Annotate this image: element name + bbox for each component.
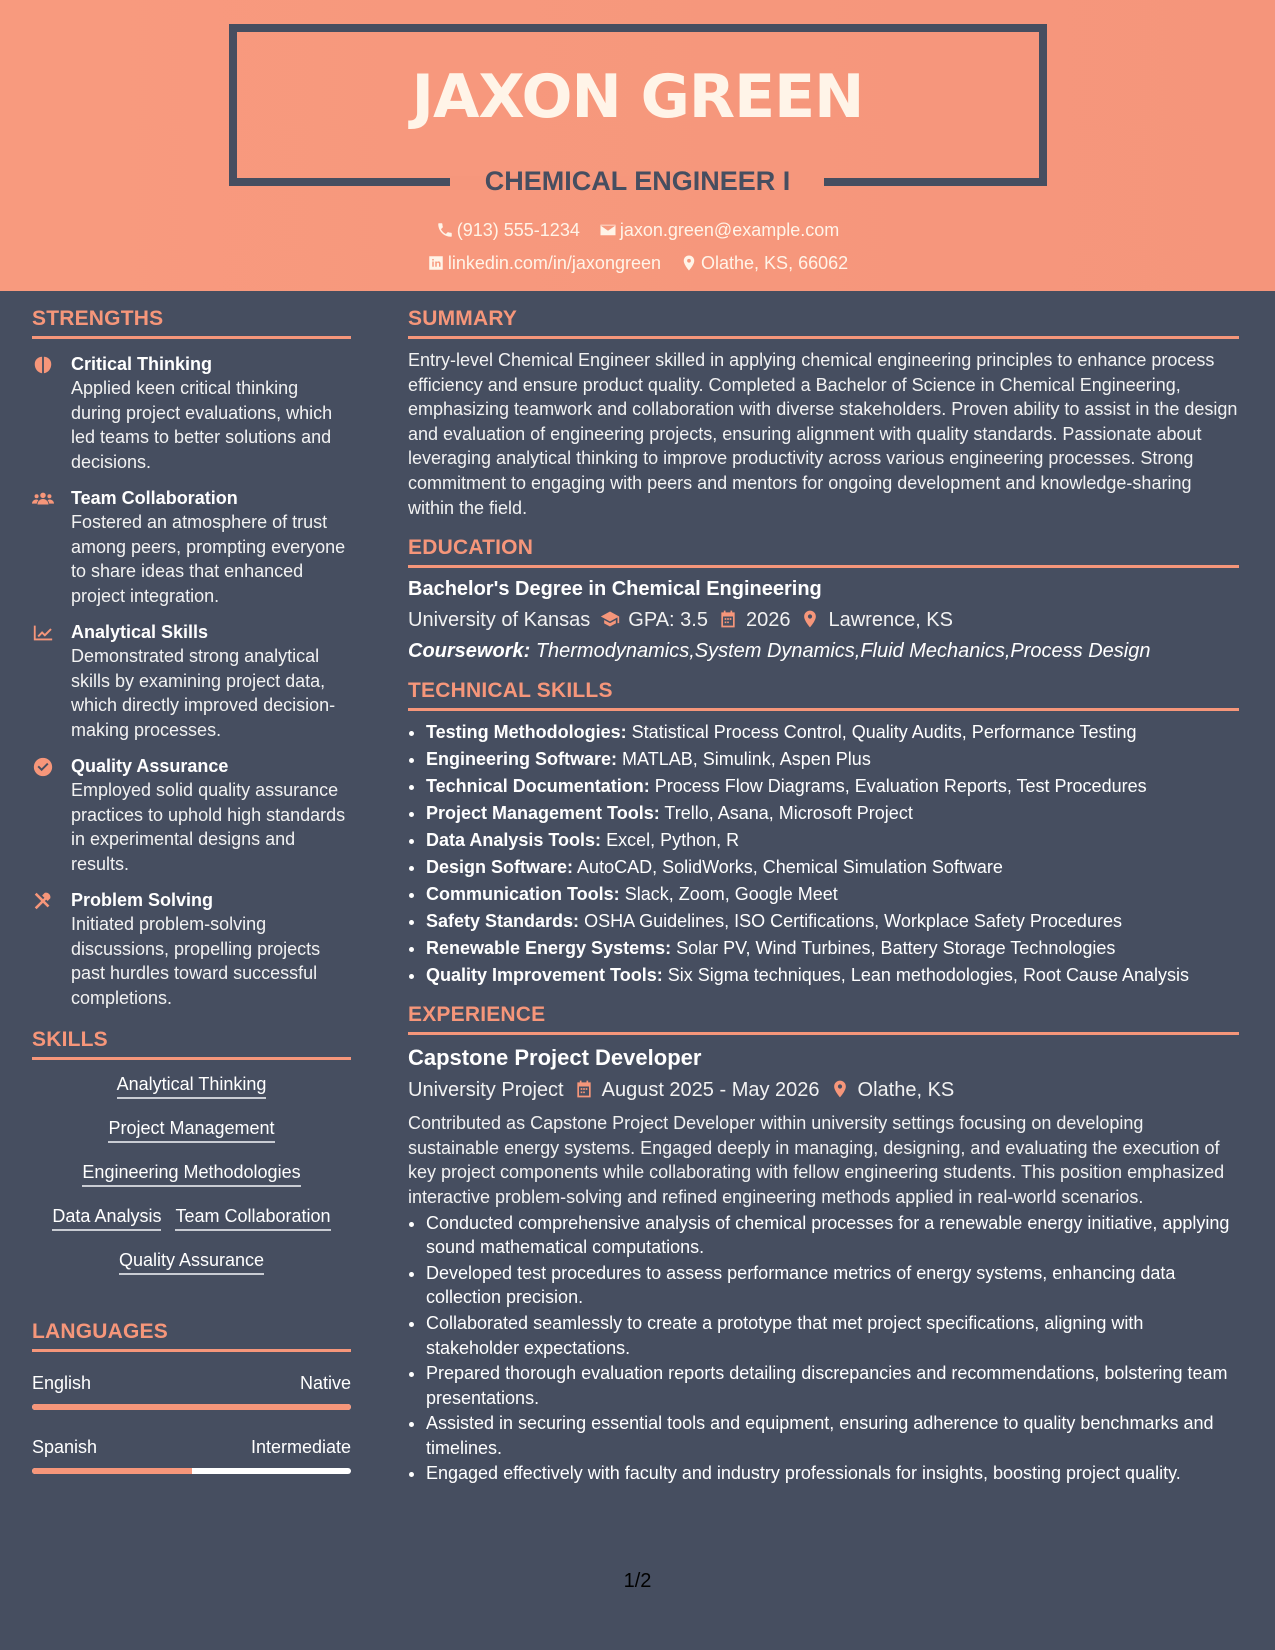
job-bullets <box>408 1211 1239 1487</box>
strength-item <box>32 352 351 474</box>
tech-label: Project Management Tools: <box>426 803 660 824</box>
tech-label: Data Analysis Tools: <box>426 830 602 851</box>
tech-value: Solar PV, Wind Turbines, Battery Storage Technologies <box>676 938 1116 959</box>
tech-value: Trello, Asana, Microsoft Project <box>664 803 913 824</box>
gpa: GPA: 3.5 <box>628 609 708 632</box>
technical-skills-section <box>408 679 1239 989</box>
graduation-year: 2026 <box>745 609 791 632</box>
degree-title: Bachelor's Degree in Chemical Engineering <box>408 578 822 601</box>
strength-title: Team Collaboration <box>71 488 238 508</box>
skills-section <box>32 1028 351 1294</box>
chart-line-icon <box>32 622 54 644</box>
strength-title: Analytical Skills <box>71 622 209 642</box>
tech-label: Communication Tools: <box>426 884 620 905</box>
list-item <box>426 719 1239 746</box>
coursework-label: Coursework: <box>408 640 531 663</box>
linkedin-contact[interactable] <box>427 253 661 274</box>
list-item <box>426 908 1239 935</box>
summary-text: Entry-level Chemical Engineer skilled in applying chemical engineering principles to enhance process efficiency and ensure product quality. Completed a Bachelor of Science in Chemical Engineering, emphasizing teamwork and collaboration with diverse stakeholders. Proven ability to assist in the design and evaluation of engineering projects, ensuring alignment with quality standards. Passionate about leveraging analytical thinking to improve productivity across various engineering processes. Strong commitment to engaging with peers and mentors for ongoing development and knowledge-sharing within the field. <box>408 350 1238 518</box>
check-circle-icon <box>32 756 54 778</box>
location-contact <box>680 253 848 274</box>
strength-item <box>32 888 351 1010</box>
summary-section <box>408 307 1239 520</box>
language-level: Native <box>299 1373 351 1393</box>
calendar-icon <box>718 609 738 629</box>
strengths-section <box>32 307 351 1010</box>
job-dates: August 2025 - May 2026 <box>601 1079 820 1102</box>
tech-label: Technical Documentation: <box>426 776 650 797</box>
list-item: • Collaborated seamlessly to create a prototype that met project specifications, aligning with stakeholder expectations. <box>426 1311 1239 1360</box>
job-role: CHEMICAL ENGINEER I <box>484 166 791 196</box>
school-location: Lawrence, KS <box>828 609 953 632</box>
skill-tag: Analytical Thinking <box>117 1074 267 1099</box>
phone-icon <box>436 221 454 239</box>
strength-title: Quality Assurance <box>71 756 229 776</box>
tech-value: OSHA Guidelines, ISO Certifications, Workplace Safety Procedures <box>584 911 1122 932</box>
education-meta <box>408 609 1239 632</box>
language-bar-fill <box>32 1468 192 1474</box>
organization: University Project <box>408 1079 564 1102</box>
tech-value: AutoCAD, SolidWorks, Chemical Simulation Software <box>577 857 1003 878</box>
tech-value: Slack, Zoom, Google Meet <box>624 884 838 905</box>
skill-tag: Data Analysis <box>52 1206 161 1231</box>
list-item <box>426 827 1239 854</box>
list-item <box>426 746 1239 773</box>
contact-row-1 <box>0 220 1275 241</box>
map-pin-icon <box>830 1079 850 1099</box>
list-item <box>426 800 1239 827</box>
strength-desc: Initiated problem-solving discussions, propelling projects past hurdles toward successful completions. <box>71 914 321 1008</box>
strengths-heading: STRENGTHS <box>32 307 351 339</box>
tech-value: Six Sigma techniques, Lean methodologies, Root Cause Analysis <box>667 965 1190 986</box>
skill-tag: Team Collaboration <box>175 1206 330 1231</box>
job-meta <box>408 1079 1239 1102</box>
tech-label: Engineering Software: <box>426 749 618 770</box>
strength-desc: Fostered an atmosphere of trust among peers, prompting everyone to share ideas that enhanced project integration. <box>71 512 346 606</box>
map-pin-icon <box>800 609 820 629</box>
strength-title: Critical Thinking <box>71 354 213 374</box>
language-bar <box>32 1468 351 1474</box>
skills-list <box>32 1074 351 1294</box>
job-title: Capstone Project Developer <box>408 1045 702 1071</box>
tech-value: MATLAB, Simulink, Aspen Plus <box>622 749 871 770</box>
location-text: Olathe, KS, 66062 <box>701 253 849 273</box>
language-name: English <box>32 1373 92 1393</box>
tech-label: Safety Standards: <box>426 911 580 932</box>
strength-title: Problem Solving <box>71 890 214 910</box>
strength-desc: Demonstrated strong analytical skills by examining project data, which directly improved decision-making processes. <box>71 646 336 740</box>
linkedin-text: linkedin.com/in/jaxongreen <box>447 253 661 273</box>
language-bar <box>32 1404 351 1410</box>
language-level: Intermediate <box>250 1437 351 1457</box>
tech-label: Quality Improvement Tools: <box>426 965 663 986</box>
skill-tag: Project Management <box>108 1118 274 1143</box>
users-icon <box>32 488 54 510</box>
tech-label: Renewable Energy Systems: <box>426 938 672 959</box>
calendar-icon <box>574 1079 594 1099</box>
strength-desc: Applied keen critical thinking during project evaluations, which led teams to better solutions and decisions. <box>71 378 333 472</box>
education-heading: EDUCATION <box>408 536 1239 568</box>
phone-text: (913) 555-1234 <box>456 220 580 240</box>
list-item: • Developed test procedures to assess performance metrics of energy systems, enhancing data collection precision. <box>426 1261 1239 1310</box>
left-column <box>32 291 351 1474</box>
strength-desc: Employed solid quality assurance practices to uphold high standards in experimental designs and results. <box>71 780 346 874</box>
tech-value: Excel, Python, R <box>606 830 740 851</box>
email-contact[interactable] <box>599 220 839 241</box>
job-location: Olathe, KS <box>857 1079 955 1102</box>
candidate-name: JAXON GREEN <box>411 62 864 132</box>
list-item: • Prepared thorough evaluation reports detailing discrepancies and recommendations, bolstering team presentations. <box>426 1361 1239 1410</box>
linkedin-icon <box>427 254 445 272</box>
tech-label: Testing Methodologies: <box>426 722 627 743</box>
coursework <box>408 640 1239 663</box>
list-item <box>426 962 1239 989</box>
phone-contact[interactable] <box>436 220 580 241</box>
skill-tag: Engineering Methodologies <box>82 1162 300 1187</box>
languages-section <box>32 1320 351 1474</box>
list-item: • Conducted comprehensive analysis of chemical processes for a renewable energy initiative, applying sound mathematical computations. <box>426 1211 1239 1260</box>
experience-section <box>408 1003 1239 1486</box>
language-name: Spanish <box>32 1437 98 1457</box>
list-item <box>426 881 1239 908</box>
email-text: jaxon.green@example.com <box>619 220 840 240</box>
school-name: University of Kansas <box>408 609 591 632</box>
experience-heading: EXPERIENCE <box>408 1003 1239 1035</box>
language-bar-fill <box>32 1404 351 1410</box>
tech-label: Design Software: <box>426 857 574 878</box>
map-pin-icon <box>680 254 698 272</box>
language-item <box>32 1373 351 1410</box>
header-banner <box>0 0 1275 291</box>
tools-icon <box>32 890 54 912</box>
right-column <box>408 291 1239 1486</box>
education-section <box>408 536 1239 663</box>
list-item <box>426 773 1239 800</box>
list-item: • Engaged effectively with faculty and industry professionals for insights, boosting project quality. <box>426 1461 1239 1486</box>
brain-icon <box>32 354 54 376</box>
language-item <box>32 1437 351 1474</box>
strength-item <box>32 486 351 608</box>
tech-value: Process Flow Diagrams, Evaluation Reports, Test Procedures <box>654 776 1147 797</box>
page-number: 1/2 <box>623 1570 652 1592</box>
list-item <box>426 935 1239 962</box>
contact-row-2 <box>0 253 1275 274</box>
graduation-cap-icon <box>600 609 620 629</box>
skill-tag: Quality Assurance <box>119 1250 264 1275</box>
list-item: • Assisted in securing essential tools and equipment, ensuring adherence to quality benchmarks and timelines. <box>426 1411 1239 1460</box>
technical-skills-heading: TECHNICAL SKILLS <box>408 679 1239 711</box>
list-item <box>426 854 1239 881</box>
skills-heading: SKILLS <box>32 1028 351 1060</box>
job-description: Contributed as Capstone Project Developer within university settings focusing on developing sustainable energy systems. Engaged deeply in managing, designing, and evaluating the execution of key project components while collaborating with fellow engineering students. This position emphasized interactive problem-solving and refined engineering methods applied in real-world scenarios. <box>408 1113 1225 1207</box>
coursework-list: Thermodynamics,System Dynamics,Fluid Mechanics,Process Design <box>535 640 1151 663</box>
envelope-icon <box>599 221 617 239</box>
tech-value: Statistical Process Control, Quality Audits, Performance Testing <box>631 722 1137 743</box>
summary-heading: SUMMARY <box>408 307 1239 339</box>
technical-skills-list <box>408 719 1239 989</box>
languages-heading: LANGUAGES <box>32 1320 351 1352</box>
strength-item <box>32 620 351 742</box>
strength-item <box>32 754 351 876</box>
